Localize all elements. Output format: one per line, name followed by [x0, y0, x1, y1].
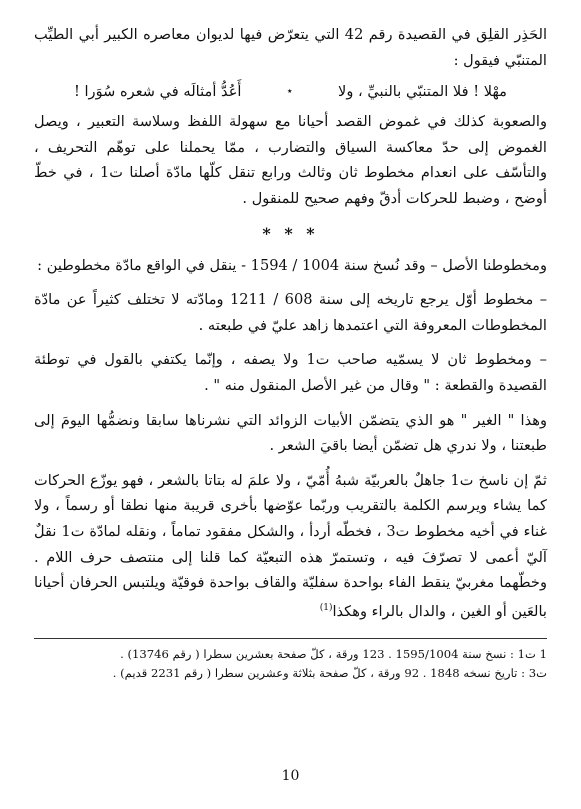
footnote-rule: [34, 638, 547, 639]
paragraph-copyist: [34, 468, 547, 624]
paragraph-first-manuscript: – مخطوط أوّل يرجع تاريخه إلى سنة 608 / 1211 ومادّته لا تختلف كثيراً عن مادّة المخطوطات المعروفة التي اعتمدها زاهد عليّ في طبعته .: [34, 291, 547, 334]
paragraph-copyist-text: ثمّ إن ناسخ ت1 جاهلٌ بالعربيّة شبهُ أُمّيّ ، ولا علمَ له بتاتا بالشعر ، فهو يوزّع الحركات كما يشاء ويرسم الكلمة بالتقريب وربّما عوّضها بأخرى قريبة منها نطقا أو رسماً ، ولا غناء في أخيه مخطوط ت3 ، فخطّه أردأ ، والشكل مفقود تماماً ، ونقله لمادّة ت1 نقلٌ آليّ أعمى لا تصرّفَ فيه ، وتستمرّ هذه التبعيّة كما قلنا إلى منتصف حرف اللام . وخطّهما مغربيّ ينقط الفاء بواحدة سفليّة والقاف بواحدة فوقيّة ويلتبس الحرفان أحيانا بالعَين أو الغين ، والدال بالراء وهكذا: [34, 471, 547, 620]
footnote-reference[interactable]: (1): [319, 602, 333, 613]
paragraph-obscurity: والصعوبة كذلك في غموض القصد أحيانا مع سهولة اللفظ وسلاسة التعبير ، ويصل الغموض إلى حدّ معاكسة السياق والتضارب ، ممّا يحملنا على توهّم التحريف ، والتأسّف على انعدام مخطوط ثان وثالث ورابع تنقل كلّها مادّة أصلنا ت1 ، في خطّ أوضح ، وضبط للحركات أدقّ وفهم صحيح للمنقول .: [34, 113, 547, 207]
verse-first-hemistich: مهْلا ! فلا المتنبّي بالنبيِّ ، ولا: [338, 83, 507, 101]
section-divider-stars: * * *: [262, 223, 319, 243]
verse-separator: ٭: [287, 86, 293, 98]
verse-second-hemistich: أَعُدُّ أمثالَه في شعره سُوَرا !: [74, 83, 242, 101]
paragraph-second-manuscript: – ومخطوط ثان لا يسمّيه صاحب ت1 ولا يصفه ، وإنّما يكتفي بالقول في توطئة القصيدة والقطعة : " وقال من غير الأصل المنقول منه " .: [34, 351, 547, 394]
poetry-verse: [34, 79, 547, 105]
footnote-1: 1 ت1 : نسخ سنة 1595/1004 . 123 ورقة ، كلّ صفحة بعشرين سطرا ( رقم 13746) .: [120, 647, 547, 662]
footnote-2: ت3 : تاريخ نسخه 1848 . 92 ورقة ، كلّ صفحة بثلاثة وعشرين سطرا ( رقم 2231 قديم) .: [112, 666, 547, 681]
paragraph-intro: الحَذِر القلِق في القصيدة رقم 42 التي يتعرّض فيها لديوان معاصره الكبير أبي الطيِّب المتنبّي فيقول :: [34, 26, 548, 69]
paragraph-other-source: وهذا " الغير " هو الذي يتضمّن الأبيات الزوائد التي نشرناها سابقا ونضمُّها اليومَ إلى طبعتنا ، ولا ندري هل تضمّن أيضا باقيَ الشعر .: [34, 411, 547, 455]
page-number: 10: [281, 768, 300, 784]
paragraph-manuscript-origin: ومخطوطنا الأصل – وقد نُسخ سنة 1004 / 1594 - ينقل في الواقع مادّة مخطوطين :: [37, 256, 547, 274]
